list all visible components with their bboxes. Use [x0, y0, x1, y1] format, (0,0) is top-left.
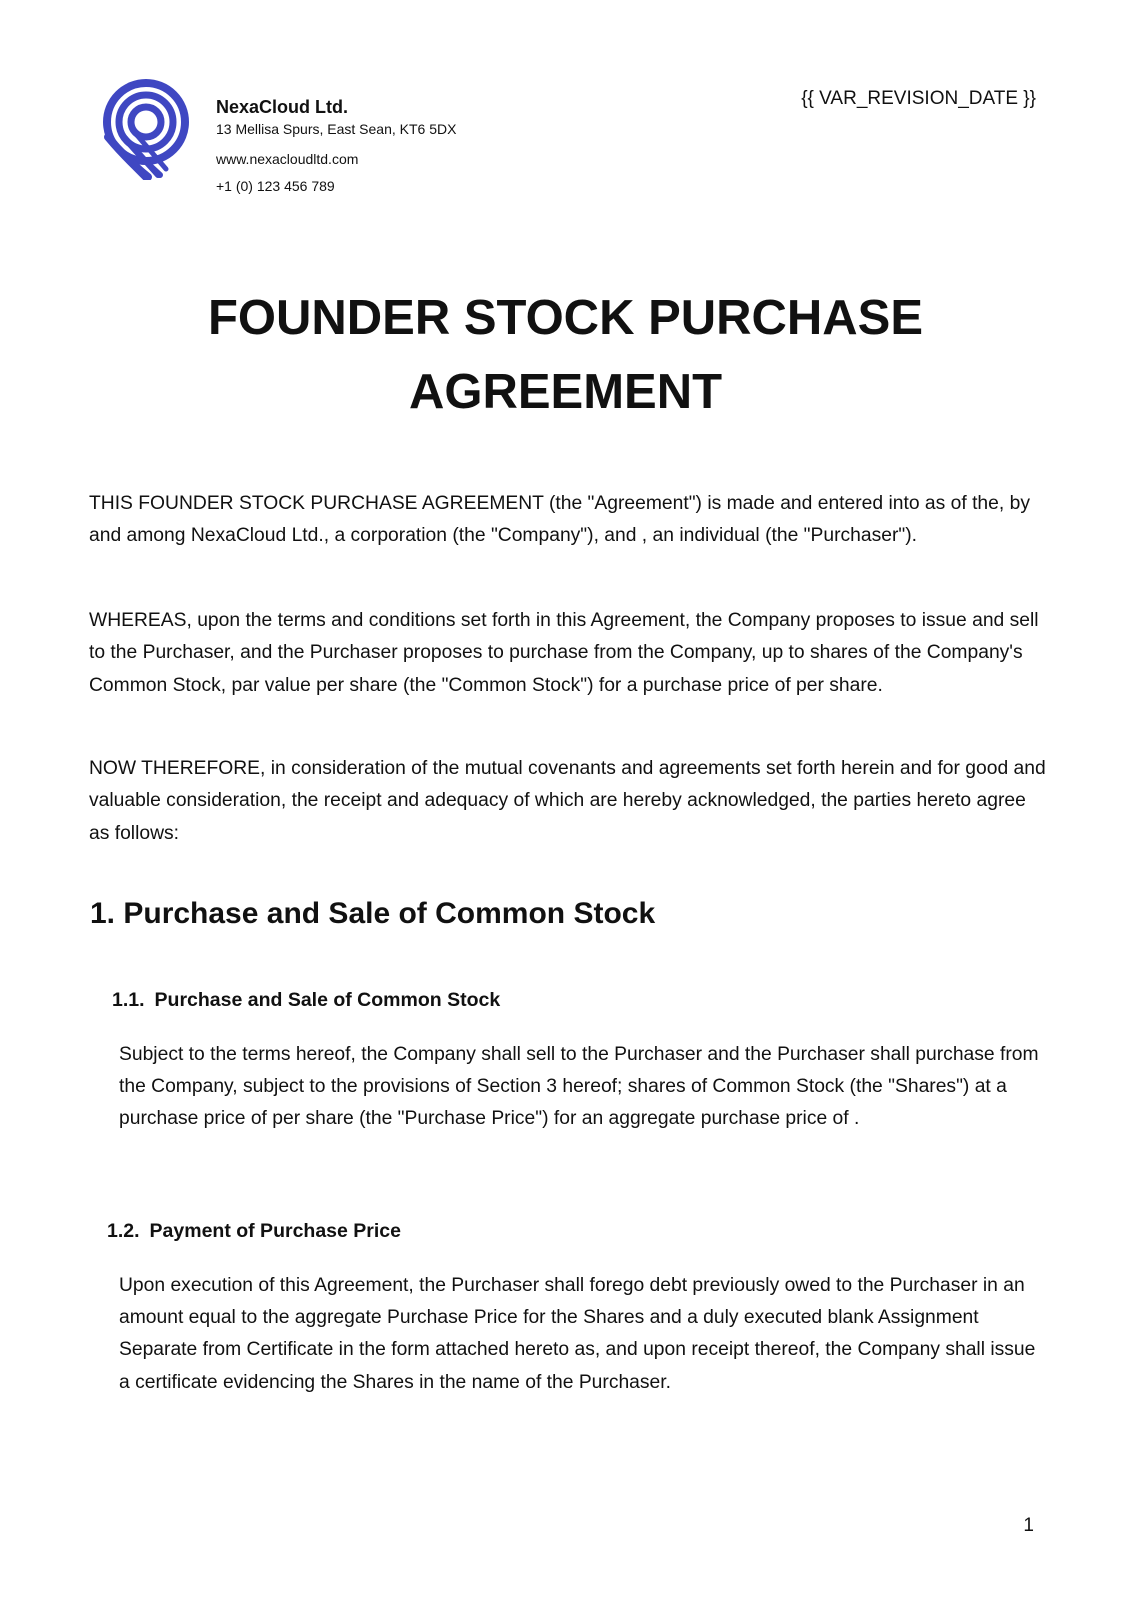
- section-1-heading: 1. Purchase and Sale of Common Stock: [90, 897, 656, 930]
- title-line-2: AGREEMENT: [408, 365, 723, 419]
- company-website: www.nexacloudltd.com: [216, 151, 359, 167]
- intro-paragraph: THIS FOUNDER STOCK PURCHASE AGREEMENT (the "Agreement") is made and entered into as of the, by and among NexaCloud Ltd., a corporation (the "Company"), and , an individual (the "Purchaser").: [89, 493, 1030, 547]
- subsection-title: Payment of Purchase Price: [149, 1220, 401, 1242]
- page-number: 1: [1023, 1515, 1034, 1536]
- now-therefore-paragraph: NOW THEREFORE, in consideration of the mutual covenants and agreements set forth herein and for good and valuable consideration, the receipt and adequacy of which are hereby acknowledged, the parties hereto agree as follows:: [89, 758, 1046, 844]
- subsection-number: 1.2.: [107, 1220, 140, 1242]
- nexacloud-logo-icon: [100, 79, 192, 180]
- subsection-number: 1.1.: [112, 989, 145, 1011]
- company-name: NexaCloud Ltd.: [216, 97, 349, 117]
- subsection-1-2-heading: [107, 1218, 401, 1244]
- company-info: [216, 95, 456, 196]
- whereas-paragraph: WHEREAS, upon the terms and conditions set forth in this Agreement, the Company proposes to issue and sell to the Purchaser, and the Purchaser proposes to purchase from the Company, up to shares of the Company's Common Stock, par value per share (the "Common Stock") for a purchase price of per share.: [89, 610, 1039, 696]
- company-address: 13 Mellisa Spurs, East Sean, KT6 5DX: [216, 121, 457, 137]
- company-phone: +1 (0) 123 456 789: [216, 178, 335, 194]
- title-line-1: FOUNDER STOCK PURCHASE: [207, 291, 924, 345]
- subsection-1-1-text: Subject to the terms hereof, the Company shall sell to the Purchaser and the Purchaser shall purchase from the Company, subject to the provisions of Section 3 hereof; shares of Common Stock (the "Shares") at a purchase price of per share (the "Purchase Price") for an aggregate purchase price of .: [119, 1044, 1039, 1130]
- document-title: [0, 281, 1131, 429]
- revision-date: {{ VAR_REVISION_DATE }}: [801, 88, 1036, 109]
- subsection-title: Purchase and Sale of Common Stock: [154, 989, 501, 1011]
- subsection-1-1-heading: [112, 987, 500, 1013]
- subsection-1-2-text: Upon execution of this Agreement, the Purchaser shall forego debt previously owed to the Purchaser in an amount equal to the aggregate Purchase Price for the Shares and a duly executed blank Assignment Separate from Certificate in the form attached hereto as, and upon receipt thereof, the Company shall issue a certificate evidencing the Shares in the name of the Purchaser.: [119, 1275, 1036, 1393]
